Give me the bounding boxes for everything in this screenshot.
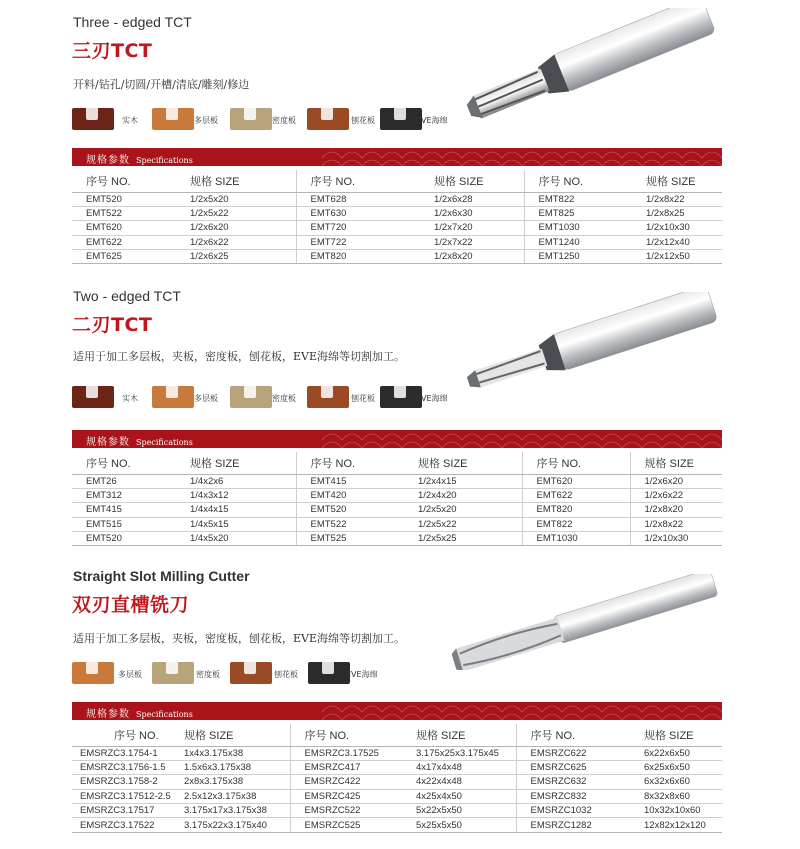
table-cell: 4x17x4x48: [402, 760, 516, 774]
table-cell: EMSRZC622: [516, 746, 630, 760]
table-cell: 2.5x12x3.175x38: [180, 789, 290, 803]
table-cell: EMT622: [522, 488, 630, 502]
column-header-no: 序号 NO.: [72, 724, 180, 746]
table-cell: 1/4x5x15: [176, 517, 296, 531]
table-row: [72, 503, 722, 517]
table-cell: 1/2x6x28: [420, 192, 524, 206]
table-cell: 1/2x12x50: [632, 250, 722, 264]
section-title-cn: 双刃直槽铣刀: [72, 594, 190, 616]
table-cell: EMSRZC422: [290, 775, 402, 789]
table-cell: EMT26: [72, 474, 176, 488]
material-label: EVE海绵: [346, 670, 378, 679]
three-edged-cutter-image: [448, 8, 720, 120]
section-description: 适用于加工多层板，夹板，密度板，刨花板，EVE海绵等切割加工。: [73, 632, 406, 645]
table-cell: 1/2x5x25: [404, 532, 522, 546]
specifications-label: 规格参数 Specifications: [86, 437, 193, 448]
table-cell: EMT520: [72, 532, 176, 546]
section-two-edged: [0, 282, 800, 552]
mdf-swatch-icon: [152, 662, 194, 684]
column-header-size: 规格 SIZE: [632, 170, 722, 192]
table-cell: 12x82x12x120: [630, 818, 722, 832]
material-label: 实木: [122, 116, 138, 125]
table-cell: EMSRZC3.1756-1.5: [72, 760, 180, 774]
column-header-size: 规格 SIZE: [630, 724, 722, 746]
table-cell: 1/4x5x20: [176, 532, 296, 546]
material-label: 实木: [122, 394, 138, 403]
table-row: [72, 760, 722, 774]
material-label: 刨花板: [274, 670, 298, 679]
table-cell: EMT415: [296, 474, 404, 488]
table-cell: EMT620: [72, 221, 176, 235]
table-row: [72, 250, 722, 264]
plywood-swatch-icon: [152, 386, 194, 408]
table-cell: EMT822: [522, 517, 630, 531]
table-cell: 1/2x8x25: [632, 206, 722, 220]
material-icons-row: [72, 386, 472, 410]
column-header-size: 规格 SIZE: [404, 452, 522, 474]
table-cell: EMT625: [72, 250, 176, 264]
table-cell: 8x32x8x60: [630, 789, 722, 803]
specifications-label: 规格参数 Specifications: [86, 155, 193, 166]
section-title-en: Three - edged TCT: [73, 14, 192, 30]
mdf-swatch-icon: [230, 386, 272, 408]
table-cell: 1/2x6x30: [420, 206, 524, 220]
table-cell: EMT522: [296, 517, 404, 531]
table-cell: EMT720: [296, 221, 420, 235]
table-cell: 1/2x5x22: [176, 206, 296, 220]
table-cell: 1/2x5x22: [404, 517, 522, 531]
spec-table: [72, 170, 722, 264]
table-cell: EMT1030: [522, 532, 630, 546]
material-label: 刨花板: [351, 116, 375, 125]
table-row: [72, 192, 722, 206]
specifications-bar: [72, 702, 722, 720]
table-cell: EMT722: [296, 235, 420, 249]
table-cell: 6x32x6x60: [630, 775, 722, 789]
table-cell: 1/2x10x30: [630, 532, 722, 546]
table-cell: 10x32x10x60: [630, 804, 722, 818]
table-cell: EMT520: [72, 192, 176, 206]
material-label: 密度板: [272, 394, 296, 403]
section-description: 开料/钻孔/切圆/开槽/清底/雕刻/修边: [73, 78, 250, 91]
material-label: 密度板: [196, 670, 220, 679]
column-header-size: 规格 SIZE: [180, 724, 290, 746]
table-cell: EMSRZC3.17525: [290, 746, 402, 760]
table-cell: 6x22x6x50: [630, 746, 722, 760]
table-cell: EMT1240: [524, 235, 632, 249]
column-header-no: 序号 NO.: [516, 724, 630, 746]
table-cell: 1/2x12x40: [632, 235, 722, 249]
table-row: [72, 517, 722, 531]
table-cell: 1/2x5x20: [404, 503, 522, 517]
table-cell: EMT820: [296, 250, 420, 264]
table-cell: 3.175x17x3.175x38: [180, 804, 290, 818]
table-row: [72, 789, 722, 803]
table-cell: EMT525: [296, 532, 404, 546]
table-cell: 1/4x2x6: [176, 474, 296, 488]
table-cell: EMT630: [296, 206, 420, 220]
table-row: [72, 206, 722, 220]
table-cell: 1/2x8x22: [630, 517, 722, 531]
table-cell: 4x25x4x50: [402, 789, 516, 803]
column-header-no: 序号 NO.: [296, 170, 420, 192]
table-cell: 1/2x8x20: [420, 250, 524, 264]
column-header-no: 序号 NO.: [524, 170, 632, 192]
table-cell: EMT1030: [524, 221, 632, 235]
section-three-edged: [0, 0, 800, 280]
table-cell: 1/2x4x20: [404, 488, 522, 502]
table-cell: 1/2x10x30: [632, 221, 722, 235]
table-cell: EMT415: [72, 503, 176, 517]
table-cell: 3.175x22x3.175x40: [180, 818, 290, 832]
particle-board-swatch-icon: [230, 662, 272, 684]
table-cell: 1/4x3x12: [176, 488, 296, 502]
column-header-no: 序号 NO.: [522, 452, 630, 474]
table-cell: EMSRZC625: [516, 760, 630, 774]
table-header-row: [72, 724, 722, 746]
material-label: 多层板: [194, 394, 218, 403]
table-cell: EMT520: [296, 503, 404, 517]
table-cell: 1/2x6x22: [176, 235, 296, 249]
table-cell: EMT825: [524, 206, 632, 220]
table-cell: 6x25x6x50: [630, 760, 722, 774]
section-title-en: Two - edged TCT: [73, 288, 181, 304]
table-cell: EMSRZC832: [516, 789, 630, 803]
column-header-no: 序号 NO.: [296, 452, 404, 474]
table-cell: EMSRZC522: [290, 804, 402, 818]
solid-wood-swatch-icon: [72, 386, 114, 408]
table-row: [72, 221, 722, 235]
table-cell: EMSRZC3.1758-2: [72, 775, 180, 789]
table-row: [72, 775, 722, 789]
specifications-label: 规格参数 Specifications: [86, 709, 193, 720]
section-title-en: Straight Slot Milling Cutter: [73, 568, 250, 584]
table-cell: EMT515: [72, 517, 176, 531]
material-icons-row: [72, 662, 402, 686]
specifications-bar: [72, 430, 722, 448]
solid-wood-swatch-icon: [72, 108, 114, 130]
eve-foam-swatch-icon: [308, 662, 350, 684]
material-label: 密度板: [272, 116, 296, 125]
section-description: 适用于加工多层板，夹板，密度板，刨花板，EVE海绵等切割加工。: [73, 350, 406, 363]
table-cell: EMSRZC417: [290, 760, 402, 774]
section-title-cn: 三刃TCT: [72, 40, 153, 62]
table-cell: 1/2x6x25: [176, 250, 296, 264]
table-cell: EMT620: [522, 474, 630, 488]
table-cell: EMSRZC3.17517: [72, 804, 180, 818]
table-cell: 1/2x8x20: [630, 503, 722, 517]
material-label: 多层板: [118, 670, 142, 679]
table-cell: 3.175x25x3.175x45: [402, 746, 516, 760]
table-cell: 1x4x3.175x38: [180, 746, 290, 760]
spec-table: [72, 452, 722, 546]
wave-pattern-icon: [322, 148, 722, 166]
specifications-bar: [72, 148, 722, 166]
table-cell: EMSRZC425: [290, 789, 402, 803]
plywood-swatch-icon: [72, 662, 114, 684]
table-cell: EMSRZC632: [516, 775, 630, 789]
column-header-size: 规格 SIZE: [420, 170, 524, 192]
table-cell: 1/2x8x22: [632, 192, 722, 206]
table-cell: 1/2x6x20: [630, 474, 722, 488]
table-row: [72, 818, 722, 832]
mdf-swatch-icon: [230, 108, 272, 130]
material-label: EVE海绵: [416, 394, 448, 403]
table-cell: 1/2x7x20: [420, 221, 524, 235]
table-header-row: [72, 170, 722, 192]
table-cell: EMT312: [72, 488, 176, 502]
table-cell: 5x22x5x50: [402, 804, 516, 818]
column-header-no: 序号 NO.: [72, 452, 176, 474]
table-row: [72, 235, 722, 249]
table-cell: EMSRZC3.17512-2.5: [72, 789, 180, 803]
section-title-cn: 二刃TCT: [72, 314, 153, 336]
table-cell: EMSRZC525: [290, 818, 402, 832]
table-cell: 5x25x5x50: [402, 818, 516, 832]
table-cell: 1/2x7x22: [420, 235, 524, 249]
column-header-size: 规格 SIZE: [630, 452, 722, 474]
table-cell: EMT822: [524, 192, 632, 206]
table-header-row: [72, 452, 722, 474]
plywood-swatch-icon: [152, 108, 194, 130]
column-header-size: 规格 SIZE: [402, 724, 516, 746]
table-cell: EMT420: [296, 488, 404, 502]
column-header-no: 序号 NO.: [290, 724, 402, 746]
table-cell: 1/4x4x15: [176, 503, 296, 517]
table-row: [72, 488, 722, 502]
table-cell: 1/2x5x20: [176, 192, 296, 206]
table-cell: EMT820: [522, 503, 630, 517]
table-cell: EMSRZC3.17522: [72, 818, 180, 832]
table-cell: EMT522: [72, 206, 176, 220]
wave-pattern-icon: [322, 702, 722, 720]
table-row: [72, 746, 722, 760]
material-label: EVE海绵: [416, 116, 448, 125]
table-cell: EMT628: [296, 192, 420, 206]
column-header-size: 规格 SIZE: [176, 452, 296, 474]
table-cell: EMSRZC1282: [516, 818, 630, 832]
table-cell: EMT622: [72, 235, 176, 249]
section-straight-slot: [0, 560, 800, 849]
table-cell: 1.5x6x3.175x38: [180, 760, 290, 774]
column-header-size: 规格 SIZE: [176, 170, 296, 192]
table-cell: 1/2x6x20: [176, 221, 296, 235]
wave-pattern-icon: [322, 430, 722, 448]
column-header-no: 序号 NO.: [72, 170, 176, 192]
table-cell: 4x22x4x48: [402, 775, 516, 789]
table-cell: 2x8x3.175x38: [180, 775, 290, 789]
table-cell: EMSRZC3.1754-1: [72, 746, 180, 760]
material-label: 多层板: [194, 116, 218, 125]
table-row: [72, 804, 722, 818]
table-cell: 1/2x6x22: [630, 488, 722, 502]
particle-board-swatch-icon: [307, 108, 349, 130]
table-cell: EMT1250: [524, 250, 632, 264]
table-cell: 1/2x4x15: [404, 474, 522, 488]
two-edged-cutter-image: [456, 292, 720, 392]
spec-table: [72, 724, 722, 833]
straight-slot-cutter-image: [446, 574, 722, 670]
table-row: [72, 532, 722, 546]
material-label: 刨花板: [351, 394, 375, 403]
table-row: [72, 474, 722, 488]
material-icons-row: [72, 108, 472, 132]
table-cell: EMSRZC1032: [516, 804, 630, 818]
particle-board-swatch-icon: [307, 386, 349, 408]
